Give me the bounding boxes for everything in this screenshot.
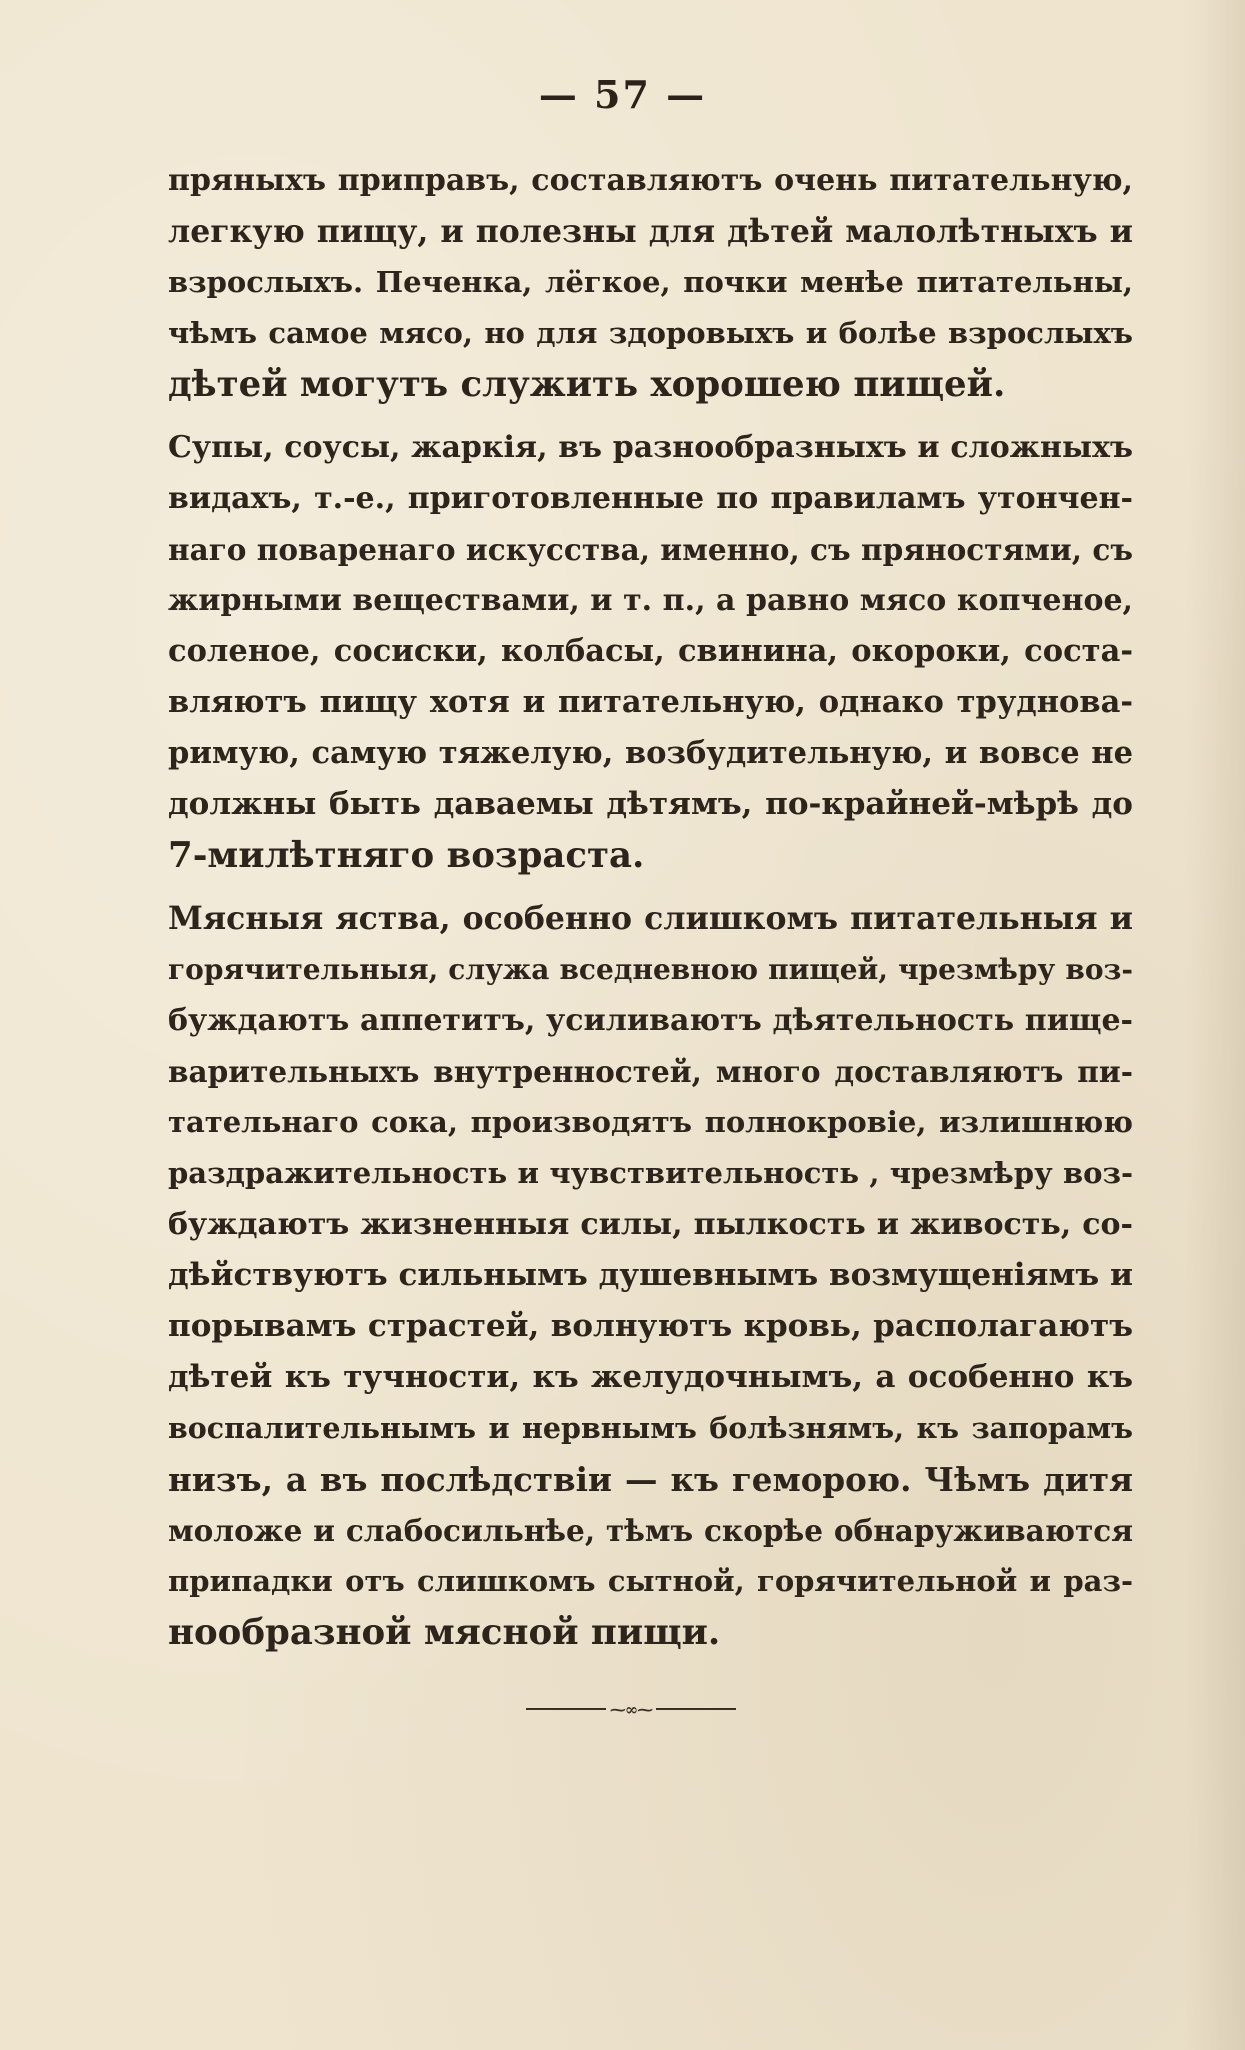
text-line: раздражительность и чувствительность , чрезмѣру воз- [168,1156,1133,1190]
text-line: горячительныя, служа вседневною пищей, чрезмѣру воз- [168,953,1133,986]
text-line: порывамъ страстей, волнуютъ кровь, располагаютъ [168,1308,1133,1344]
page-number: — 57 — [538,72,707,117]
text-line: нообразной мясной пищи. [168,1612,721,1653]
paragraph-3 [168,893,1133,1658]
text-line: дѣтей къ тучности, къ желудочнымъ, а особенно къ [168,1359,1133,1395]
text-line: Мясныя яства, особенно слишкомъ питательныя и [168,900,1133,937]
text-line: буждаютъ аппетитъ, усиливаютъ дѣятельность пище- [168,1003,1133,1038]
paragraph-1 [168,155,1133,410]
text-line: припадки отъ слишкомъ сытной, горячительной и раз- [168,1564,1133,1598]
text-line: варительныхъ внутренностей, много доставляютъ пи- [168,1054,1133,1089]
paragraph-2 [168,422,1133,881]
text-line: моложе и слабосильнѣе, тѣмъ скорѣе обнаруживаются [168,1513,1133,1548]
text-line: буждаютъ жизненныя силы, пылкость и живость, со- [168,1207,1133,1242]
text-line: видахъ, т.-е., приготовленные по правиламъ утончен- [168,481,1133,516]
text-line: 7-милѣтняго возраста. [168,835,645,876]
ornament-flourish-icon: ⁓∞⁓ [609,1699,653,1719]
text-line: Супы, соусы, жаркія, въ разнообразныхъ и сложныхъ [168,430,1133,465]
text-line: вляютъ пищу хотя и питательную, однако трудновa- [168,684,1133,720]
text-line: низъ, а въ послѣдствіи — къ геморою. Чѣмъ дитя [168,1460,1133,1499]
ornament-rule-left [526,1708,606,1710]
text-line: пряныхъ приправъ, составляютъ очень питательную, [168,163,1133,198]
text-line: дѣйствуютъ сильнымъ душевнымъ возмущеніямъ и [168,1257,1133,1293]
text-line: римую, самую тяжелую, возбудительную, и вовсе не [168,735,1133,771]
page-edge-shadow [1185,0,1245,2050]
text-line: должны быть даваемы дѣтямъ, по-крайней-мѣрѣ до [168,786,1133,822]
text-line: соленое, сосиски, колбасы, свинина, окороки, соста- [168,633,1133,669]
text-line: легкую пищу, и полезны для дѣтей малолѣтныхъ и [168,213,1133,250]
text-line: тательнаго сока, производятъ полнокровіе, излишнюю [168,1105,1133,1139]
text-line: воспалительнымъ и нервнымъ болѣзнямъ, къ запорамъ [168,1411,1133,1445]
text-line: наго поваренаго искусства, именно, съ пряностями, съ [168,532,1133,567]
text-line: чѣмъ самое мясо, но для здоровыхъ и болѣе взрослыхъ [168,316,1133,350]
text-line: жирными веществами, и т. п., а равно мясо копченое, [168,583,1133,618]
section-end-ornament [518,1700,744,1718]
text-line: взрослыхъ. Печенка, лёгкое, почки менѣе питательны, [168,265,1133,299]
text-line: дѣтей могутъ служить хорошею пищей. [168,364,1006,405]
ornament-rule-right [656,1708,736,1710]
